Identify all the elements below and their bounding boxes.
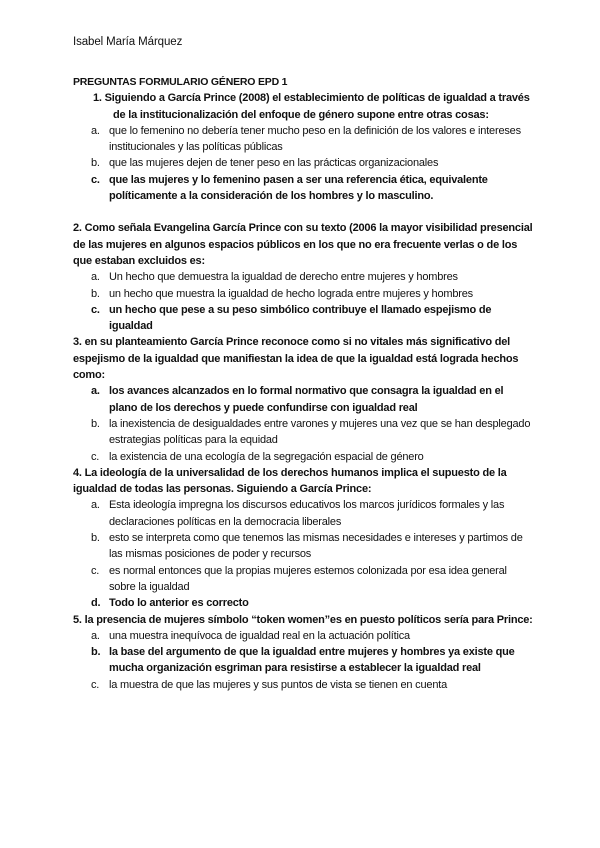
q5-option-c [73,677,533,693]
option-text: la inexistencia de desigualdades entre varones y mujeres una vez que se han desplegado estrategias políticas para la equidad [109,417,531,447]
option-text: que las mujeres dejen de tener peso en las prácticas organizacionales [109,157,439,170]
q1-option-c [73,172,533,205]
option-letter: b. [91,287,100,300]
option-letter: c. [91,303,100,316]
q3-option-b [73,416,533,449]
question-3: 3. en su planteamiento García Prince reconoce como si no vitales más significativo del espejismo de la igualdad que manifiestan la idea de que la igualdad está lograda hechos como: [73,336,519,382]
option-letter: a. [91,629,100,642]
option-letter: a. [91,124,100,137]
q4-option-c [73,563,533,596]
option-letter: d. [91,597,101,610]
option-letter: a. [91,499,100,512]
question-2: 2. Como señala Evangelina García Prince con su texto (2006 la mayor visibilidad presencial de las mujeres en algunos espacios públicos en los que no era frecuente verlas o de los que estaban excluidos es: [73,222,533,267]
question-5: 5. la presencia de mujeres símbolo “token women”es en puesto políticos sería para Prince: [73,613,533,626]
document-body [73,74,533,693]
option-letter: a. [91,271,100,284]
option-text: Un hecho que demuestra la igualdad de derecho entre mujeres y hombres [109,271,458,284]
q5-option-b [73,644,533,677]
option-text: es normal entonces que la propias mujeres estemos colonizada por esa idea general sobre la igualdad [109,564,507,593]
option-text: la muestra de que las mujeres y sus puntos de vista se tienen en cuenta [109,678,448,691]
option-letter: a. [91,385,100,398]
q3-option-a [73,383,533,416]
option-letter: b. [91,532,100,545]
option-letter: b. [91,417,100,430]
option-text: una muestra inequívoca de igualdad real en la actuación política [109,629,410,642]
option-text: esto se interpreta como que tenemos las mismas necesidades e intereses y partimos de las mismas posiciones de poder y recursos [109,532,523,561]
option-text: Esta ideología impregna los discursos educativos los marcos jurídicos formales y las declaraciones políticas en la democracia liberales [109,499,505,528]
q1-option-a [73,123,533,156]
q2-option-a [73,269,533,285]
q4-option-d [73,595,533,611]
document-title: PREGUNTAS FORMULARIO GÉNERO EPD 1 [73,76,288,88]
q1-option-b [73,155,533,171]
option-text: un hecho que muestra la igualdad de hecho lograda entre mujeres y hombres [109,287,473,300]
option-letter: c. [91,173,100,186]
option-text: los avances alcanzados en lo formal normativo que consagra la igualdad en el plano de los derechos y puede confundirse con igualdad real [109,385,504,414]
question-1: 1. Siguiendo a García Prince (2008) el establecimiento de políticas de igualdad a través de la institucionalización del enfoque de género supone entre otras cosas: [93,92,530,121]
q5-option-a [73,628,533,644]
option-letter: c. [91,564,100,577]
option-letter: b. [91,157,100,170]
option-letter: c. [91,678,100,691]
option-letter: b. [91,646,101,659]
option-text: la base del argumento de que la igualdad entre mujeres y hombres ya existe que mucha organización esgriman para resistirse a establecer la igualdad real [109,646,515,675]
q4-option-a [73,497,533,530]
option-text: Todo lo anterior es correcto [109,597,249,610]
option-text: un hecho que pese a su peso simbólico contribuye el llamado espejismo de igualdad [109,303,492,333]
q4-option-b [73,530,533,563]
q2-option-b [73,286,533,302]
q2-option-c [73,302,533,335]
option-text: que lo femenino no debería tener mucho peso en la definición de los valores e intereses institucionales y las políticas públicas [109,124,521,154]
option-text: que las mujeres y lo femenino pasen a ser una referencia ética, equivalente políticamente a la consideración de los hombres y lo masculino. [109,173,488,203]
option-text: la existencia de una ecología de la segregación espacial de género [109,450,424,463]
q3-option-c [73,449,533,465]
author-name: Isabel María Márquez [73,36,183,48]
option-letter: c. [91,450,100,463]
question-4: 4. La ideología de la universalidad de los derechos humanos implica el supuesto de la igualdad de todas las personas. Siguiendo a García Prince: [73,466,507,496]
spacer [73,204,533,220]
